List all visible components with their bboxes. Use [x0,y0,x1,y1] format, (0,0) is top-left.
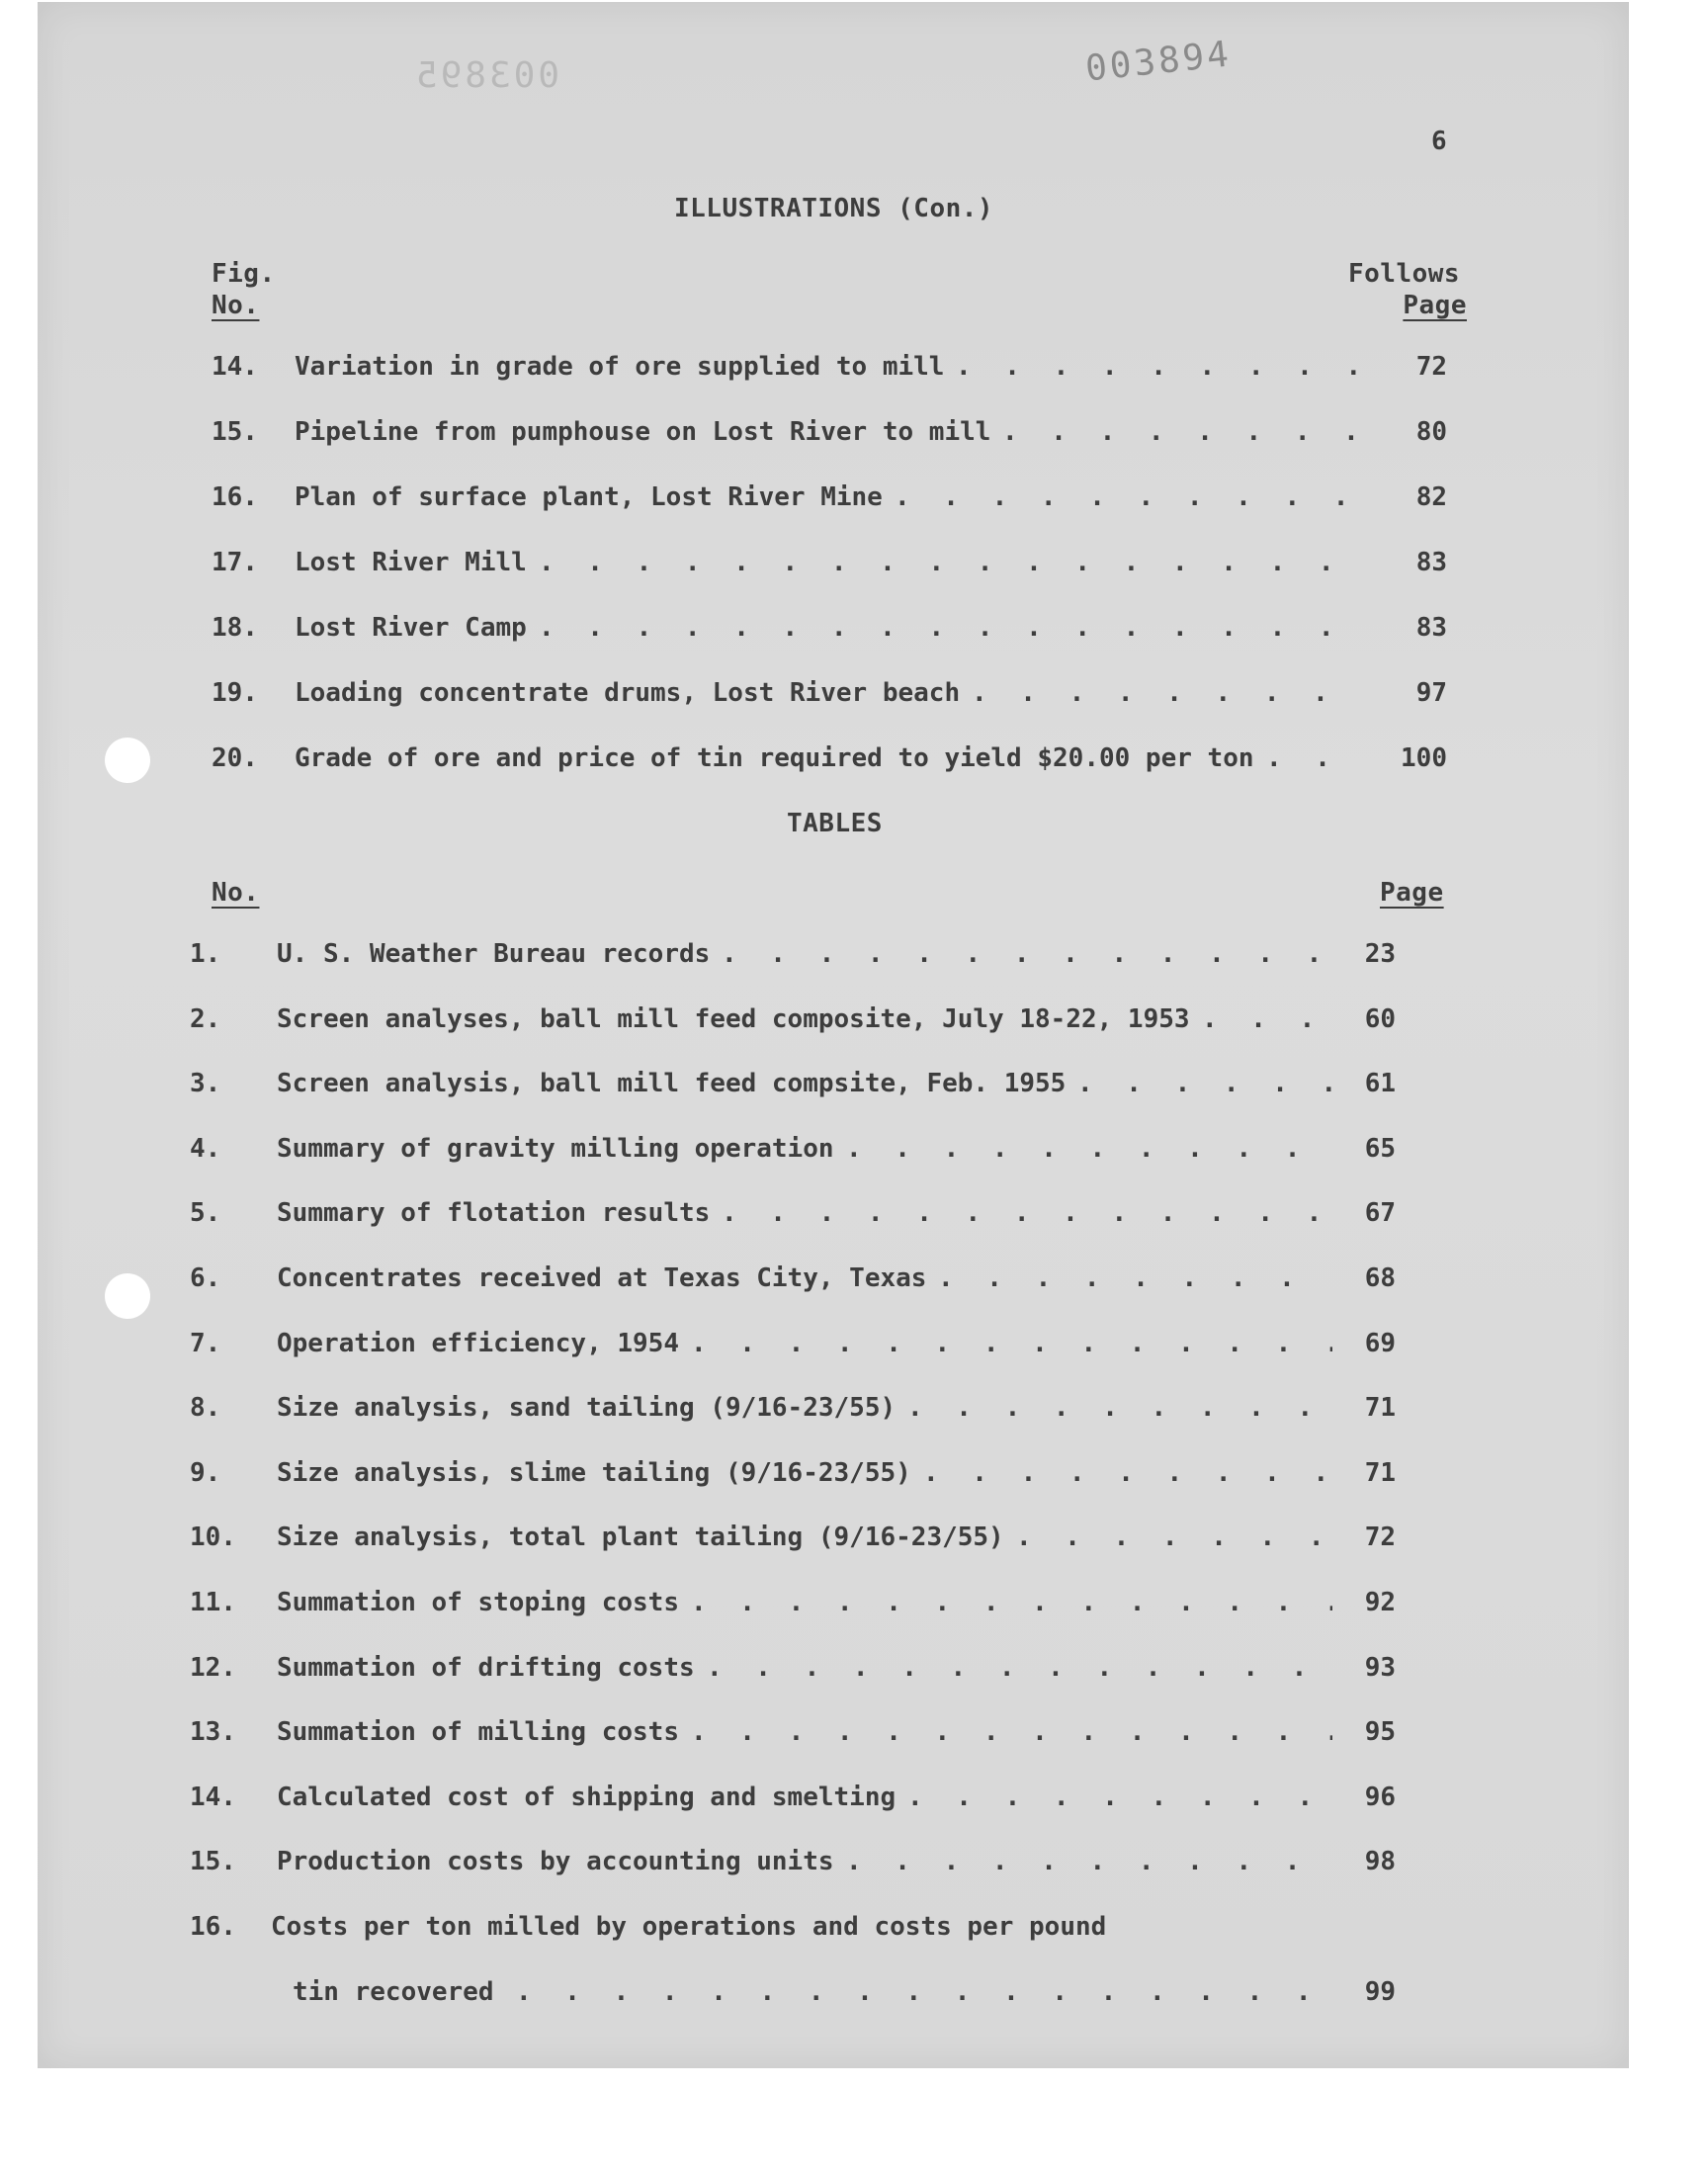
fig-col-label: Fig. [212,259,276,289]
item-number: 20. [212,743,258,773]
leader-dots [907,1393,1332,1423]
item-title: U. S. Weather Bureau records [277,939,711,969]
item-title: Summation of drifting costs [277,1652,695,1683]
tables-heading: TABLES [787,809,883,838]
leader-dots [1266,743,1364,773]
leader-dots [722,1198,1332,1228]
item-title: Grade of ore and price of tin required to yield $20.00 per ton [295,743,1254,773]
item-title: Calculated cost of shipping and smelting [277,1782,897,1812]
table-list-item [190,1847,1415,1880]
item-number: 18. [212,613,258,643]
item-number: 10. [190,1522,236,1553]
illustration-list-item [212,417,1447,451]
item-page: 95 [1364,1717,1396,1748]
leader-dots [895,482,1364,512]
leader-dots [691,1717,1332,1747]
table-list-item-continued [190,1977,1415,2011]
item-page: 69 [1364,1328,1396,1358]
table-list-item [190,1458,1415,1492]
item-number: 15. [190,1847,236,1877]
leader-dots [1002,417,1364,447]
item-title: Summation of milling costs [277,1717,679,1748]
item-page: 68 [1364,1263,1396,1293]
item-title: Concentrates received at Texas City, Texas [277,1263,927,1293]
item-page: 93 [1364,1652,1396,1683]
item-number: 17. [212,548,258,577]
stamp-number: 003894 [1083,34,1234,90]
item-number: 16. [212,482,258,512]
item-page: 61 [1364,1069,1396,1099]
table-list-item [190,1783,1415,1816]
leader-dots [923,1458,1332,1488]
table-list-item [190,1393,1415,1427]
item-number: 5. [190,1198,221,1229]
table-list-item [190,1912,1415,1946]
leader-dots [1077,1069,1332,1098]
leader-dots [956,352,1364,382]
item-title: Size analysis, slime tailing (9/16-23/55) [277,1457,911,1488]
item-number: 6. [190,1263,221,1293]
item-page: 80 [1415,417,1447,447]
leader-dots [1202,1004,1332,1034]
item-number: 11. [190,1588,236,1617]
page-number: 6 [1431,127,1448,156]
item-number: 7. [190,1328,221,1358]
table-list-item [190,1198,1415,1232]
item-title: Operation efficiency, 1954 [277,1328,679,1358]
tables-no-col-label: No. [212,878,260,908]
leader-dots [539,613,1364,643]
item-title: Screen analysis, ball mill feed compsite, Feb. 1955 [277,1069,1067,1099]
item-page: 98 [1364,1847,1396,1877]
leader-dots [707,1653,1332,1683]
table-list-item [190,1588,1415,1621]
illustration-list-item [212,678,1447,712]
item-title: Pipeline from pumphouse on Lost River to mill [295,417,991,447]
item-page: 83 [1415,548,1447,577]
item-number: 13. [190,1717,236,1748]
table-list-item [190,1717,1415,1751]
leader-dots [722,939,1332,969]
illustration-list-item [212,482,1447,516]
ghost-stamp-number: 003895 [413,55,560,96]
table-list-item [190,1653,1415,1687]
item-number: 4. [190,1133,221,1164]
leader-dots [539,548,1364,577]
item-number: 19. [212,678,258,708]
tables-page-col-label: Page [1380,878,1444,908]
leader-dots [846,1847,1332,1876]
item-title: Variation in grade of ore supplied to mill [295,352,945,382]
item-number: 2. [190,1003,221,1034]
illustration-list-item [212,548,1447,581]
item-title: Summation of stoping costs [277,1588,679,1617]
illustration-list-item [212,743,1447,777]
illustration-list-item [212,613,1447,647]
item-number: 3. [190,1069,221,1099]
item-page: 82 [1415,482,1447,512]
item-title: Size analysis, sand tailing (9/16-23/55) [277,1393,897,1424]
item-page: 99 [1364,1977,1396,2007]
item-page: 71 [1364,1393,1396,1424]
leader-dots [691,1329,1332,1358]
item-title: Summary of gravity milling operation [277,1133,834,1164]
item-page: 100 [1401,743,1447,773]
leader-dots [846,1134,1332,1164]
punch-hole [105,738,150,783]
follows-page-col-label: Page [1403,291,1467,320]
item-page: 83 [1415,613,1447,643]
leader-dots [907,1783,1332,1812]
item-page: 60 [1364,1003,1396,1034]
item-title: Screen analyses, ball mill feed composite, July 18-22, 1953 [277,1003,1190,1034]
leader-dots [1016,1522,1332,1552]
table-list-item [190,1329,1415,1362]
item-title: Lost River Mill [295,548,527,577]
item-title: Size analysis, total plant tailing (9/16-23/55) [277,1522,1004,1553]
leader-dots [938,1263,1332,1293]
fig-no-col-label: No. [212,291,260,320]
item-title-continued: tin recovered [293,1977,494,2007]
item-page: 96 [1364,1782,1396,1812]
table-list-item [190,1004,1415,1038]
punch-hole [105,1273,150,1319]
item-page: 71 [1364,1457,1396,1488]
item-number: 14. [212,352,258,382]
item-page: 72 [1364,1522,1396,1553]
table-list-item [190,1522,1415,1556]
table-list-item [190,1263,1415,1297]
item-title: Summary of flotation results [277,1198,711,1229]
item-page: 65 [1364,1133,1396,1164]
table-list-item [190,1134,1415,1168]
item-title: Costs per ton milled by operations and costs per pound [271,1912,1107,1942]
table-list-item [190,1069,1415,1102]
item-page: 23 [1364,939,1396,969]
item-number: 16. [190,1912,236,1942]
item-title: Loading concentrate drums, Lost River beach [295,678,961,708]
item-page: 92 [1364,1588,1396,1617]
item-number: 8. [190,1393,221,1424]
item-title: Lost River Camp [295,613,527,643]
item-number: 15. [212,417,258,447]
leader-dots [972,678,1364,708]
item-title: Production costs by accounting units [277,1847,834,1877]
table-list-item [190,939,1415,973]
item-number: 14. [190,1782,236,1812]
item-page: 72 [1415,352,1447,382]
item-page: 67 [1364,1198,1396,1229]
item-page: 97 [1415,678,1447,708]
item-number: 12. [190,1652,236,1683]
leader-dots [516,1977,1336,2007]
leader-dots [691,1588,1332,1617]
illustrations-heading: ILLUSTRATIONS (Con.) [674,194,994,223]
item-title: Plan of surface plant, Lost River Mine [295,482,883,512]
illustration-list-item [212,352,1447,386]
item-number: 9. [190,1457,221,1488]
follows-col-label: Follows [1348,259,1461,289]
item-number: 1. [190,939,221,969]
